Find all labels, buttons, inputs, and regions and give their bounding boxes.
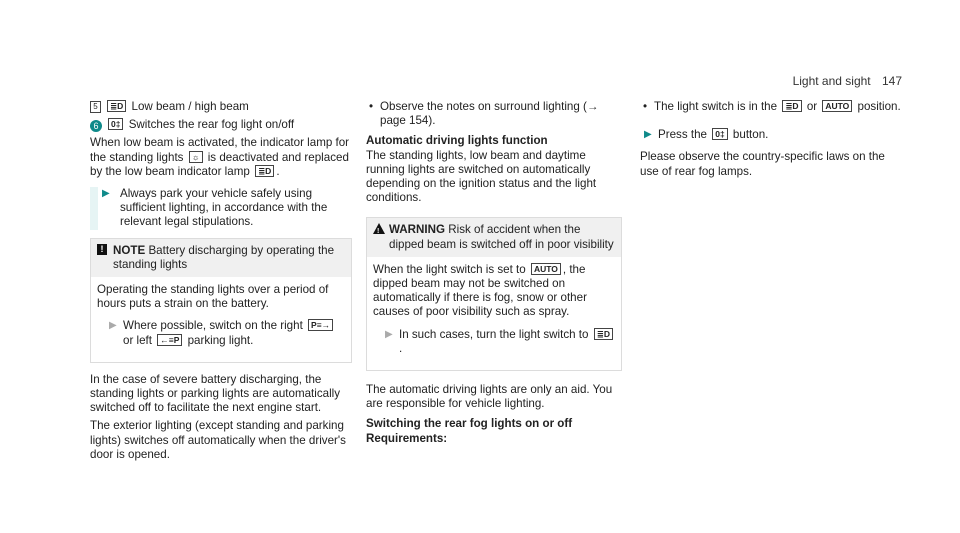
paragraph-automatic-lights: The standing lights, low beam and daytime running lights are switched on automatically depending on the ignition status and the light conditions.	[366, 148, 597, 205]
column-left	[90, 100, 352, 466]
bullet-part-c: position.	[857, 100, 901, 113]
para1-part-a: When low beam is activated, the indicator lamp for the standing lights	[90, 136, 350, 164]
action-press-button	[640, 128, 902, 142]
note-body-text: Operating the standing lights over a period of hours puts a strain on the battery.	[97, 283, 329, 311]
warning-action-text: In such cases, turn the light switch to	[399, 327, 589, 341]
action-text: Always park your vehicle safely using sufficient lighting, in accordance with the relevant legal stipulations.	[120, 187, 328, 229]
paragraph-exterior: The exterior lighting (except standing and parking lights) switches off automatically when the driver's door is opened.	[90, 419, 346, 461]
left-parking-light-icon: ←≡P	[157, 334, 182, 346]
note-action-a: Where possible, switch on the right	[123, 319, 303, 333]
paragraph-country-laws: Please observe the country-specific laws on the use of rear fog lamps.	[640, 150, 885, 178]
action-arrow-icon: ▶	[385, 328, 393, 340]
warning-body	[367, 257, 621, 370]
bullet-part-b: or	[806, 100, 818, 113]
bullet-surround-lighting: • Observe the notes on surround lighting (→ page 154).	[366, 100, 622, 128]
warning-body-text	[373, 263, 615, 320]
low-beam-icon: ≣D	[782, 100, 801, 112]
action-part-a: Press the	[658, 128, 707, 142]
note-action	[97, 319, 345, 347]
action-park-safely	[90, 187, 352, 230]
right-parking-light-icon: P≡→	[308, 319, 333, 331]
action-arrow-icon: ▶	[109, 320, 117, 332]
heading-automatic-lights: Automatic driving lights function	[366, 134, 548, 148]
item-6-text: Switches the rear fog light on/off	[128, 118, 295, 132]
auto-light-icon: AUTO	[531, 263, 561, 275]
item-5	[90, 100, 352, 114]
section-title: Light and sight	[792, 74, 871, 88]
item-5-text: Low beam / high beam	[131, 100, 249, 113]
item-6	[90, 118, 352, 132]
warning-body-a: When the light switch is set to	[373, 262, 526, 276]
action-part-b: button.	[732, 128, 769, 142]
warning-title: WARNING	[389, 223, 446, 237]
page-header	[793, 74, 902, 88]
page-number: 147	[881, 74, 902, 88]
column-right	[640, 100, 902, 183]
para1-part-b: is deactivated and replaced by the low beam indicator lamp	[90, 150, 349, 178]
bullet-part-a: The light switch is in the	[654, 100, 778, 113]
standing-lights-icon: ☼	[189, 151, 203, 163]
heading-rear-fog: Switching the rear fog lights on or off	[366, 417, 573, 431]
low-beam-icon: ≣D	[594, 328, 613, 340]
action-arrow-icon: ▶	[102, 188, 110, 200]
note-icon: !	[97, 244, 107, 255]
warning-body-b: , the dipped beam may not be switched on automatically if there is fog, snow or other causes of poor visibility such as spray.	[373, 262, 587, 319]
note-box	[90, 238, 352, 363]
note-title: NOTE	[113, 243, 146, 257]
rear-fog-light-icon: 0‡	[108, 118, 123, 130]
bullet-light-switch	[640, 100, 902, 114]
warning-icon: !	[373, 223, 385, 234]
warning-box	[366, 217, 622, 371]
paragraph-aid: The automatic driving lights are only an aid. You are responsible for vehicle lighting.	[366, 383, 613, 411]
auto-light-icon: AUTO	[822, 100, 852, 112]
warning-heading: Risk of accident when the dipped beam is switched off in poor visibility	[389, 223, 614, 251]
item-number-6: 6	[90, 120, 102, 132]
rear-fog-light-icon: 0‡	[712, 128, 727, 140]
note-heading: Battery discharging by operating the standing lights	[113, 243, 335, 271]
paragraph-low-beam: When low beam is activated, the indicator lamp for the standing lights ☼ is deactivated and replaced by the low beam indicator lamp ≣D .	[90, 136, 350, 178]
note-header	[91, 239, 351, 277]
action-arrow-icon: ▶	[644, 129, 652, 141]
note-body	[91, 277, 351, 362]
column-middle	[366, 100, 622, 450]
warning-header	[367, 218, 621, 256]
item-number-5: 5	[90, 101, 101, 113]
heading-requirements: Requirements:	[366, 431, 448, 445]
low-beam-icon: ≣D	[107, 100, 126, 112]
paragraph-discharge: In the case of severe battery discharging, the standing lights or parking lights are automatically switched off to facilitate the next engine start.	[90, 372, 341, 415]
low-beam-indicator-icon: ≣D	[255, 165, 274, 177]
warning-action: ▶ In such cases, turn the light switch to ≣D.	[373, 328, 615, 356]
note-action-b: or left	[123, 333, 152, 347]
note-action-c: parking light.	[187, 333, 254, 347]
